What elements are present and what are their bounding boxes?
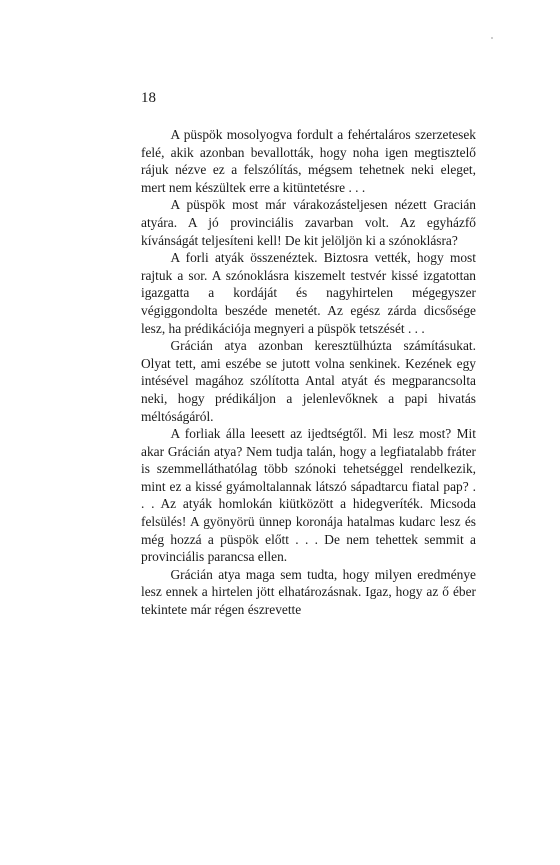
page-number: 18 — [141, 90, 156, 106]
paragraph-2: A püspök most már várakozásteljesen nézett Gracián atyára. A jó provinciális zavarban volt. Az egyházfő kívánságát teljesíteni kell! De kit jelöljön ki a szónoklásra? — [141, 197, 476, 248]
paragraph-4: Grácián atya azonban keresztülhúzta számításukat. Olyat tett, ami eszébe se jutott volna senkinek. Kezének egy intésével magához szólította Antal atyát és megparancsolta neki, hogy prédikáljon a jelenlevőknek a papi hivatás méltóságáról. — [141, 338, 476, 424]
body-text — [141, 126, 476, 619]
paragraph-5: A forliak álla leesett az ijedtségtől. Mi lesz most? Mit akar Grácián atya? Nem tudja talán, hogy a legfiatalabb fráter is szemmelláthatólag több szónoki tehetséggel rendelkezik, mint ez a kissé gyámoltalannak látszó sápadtarcu fiatal pap? . . . Az atyák homlokán kiütközött a hidegveríték. Micsoda felsülés! A gyönyörü ünnep koronája hatalmas kudarc lesz és még hozzá a püspök előtt . . . De nem tehettek semmit a provinciális parancsa ellen. — [141, 426, 476, 565]
paragraph-6: Grácián atya maga sem tudta, hogy milyen eredménye lesz ennek a hirtelen jött elhatározásnak. Igaz, hogy az ő éber tekintete már régen észrevette — [141, 566, 476, 618]
paragraph-1: A püspök mosolyogva fordult a fehértaláros szerzetesek felé, akik azonban bevallották, hogy noha igen megtisztelő rájuk nézve ez a felszólítás, mégsem tehetnek neki eleget, mert nem készültek erre a kitüntetésre . . . — [141, 127, 476, 195]
paper-speck — [491, 37, 493, 39]
paragraph-3: A forli atyák összenéztek. Biztosra vették, hogy most rajtuk a sor. A szónoklásra kiszemelt testvér kissé izgatottan igazgatta a kordáját és nagyhirtelen mégegyszer végiggondolta beszéde menetét. Az egész zárda dicsősége lesz, ha prédikációja megnyeri a püspök tetszését . . . — [141, 250, 476, 336]
